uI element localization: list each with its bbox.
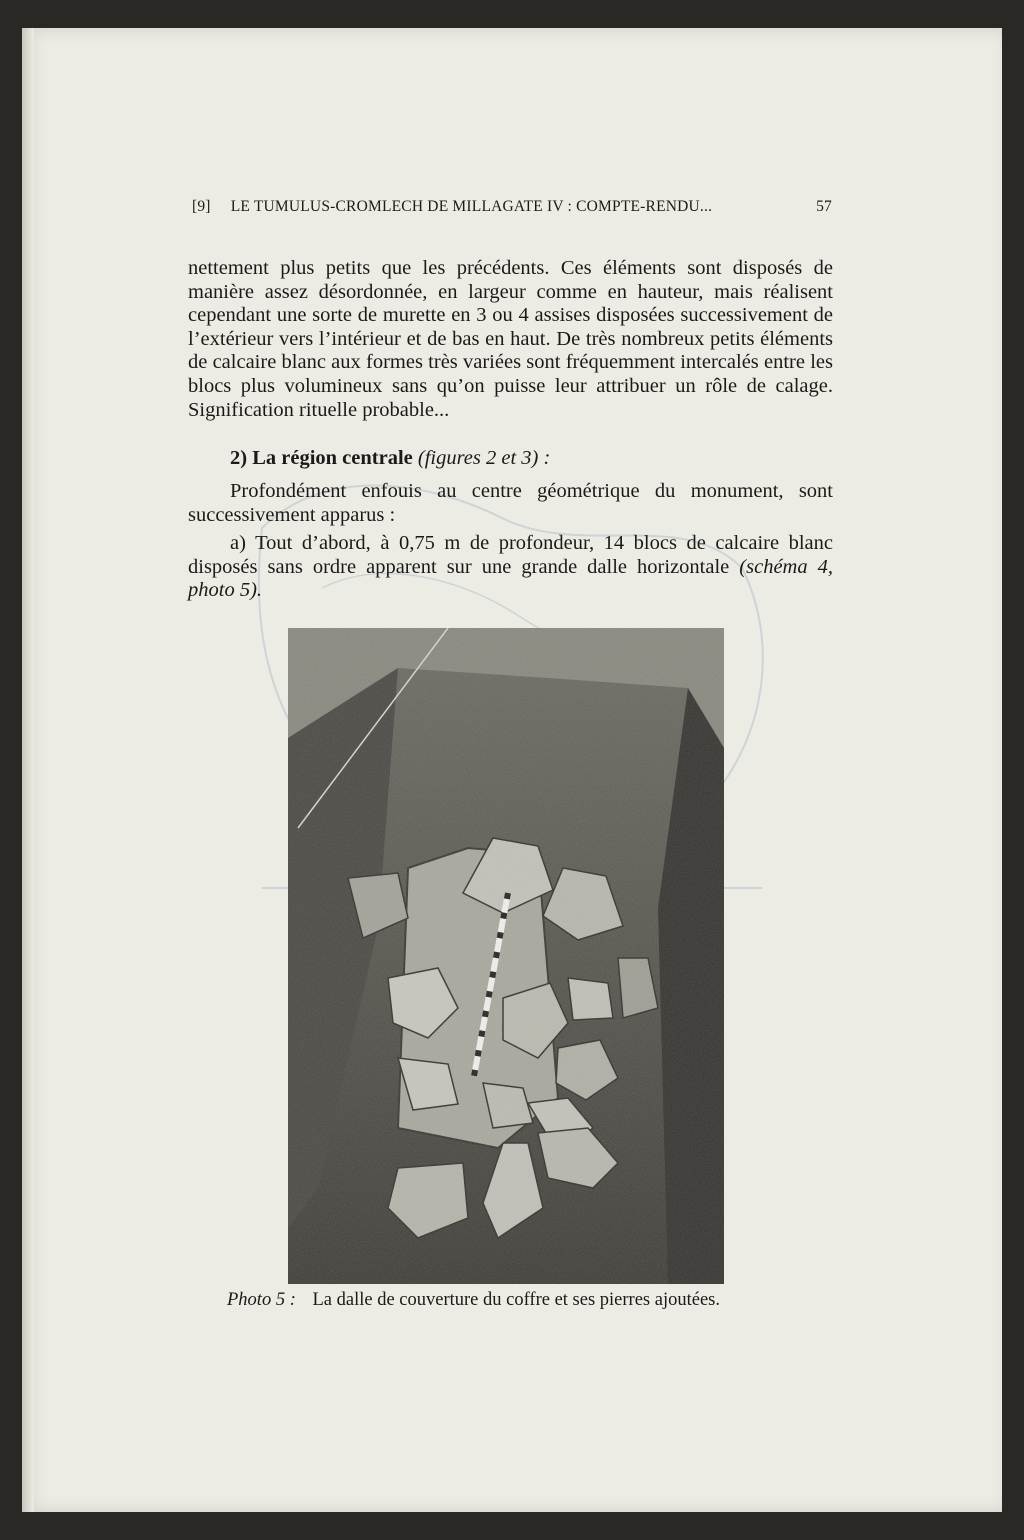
page-number: 57 [816, 198, 832, 215]
section-title: 2) La région centrale [230, 447, 413, 469]
section-heading [188, 447, 875, 471]
section-figure-ref: (figures 2 et 3) : [417, 447, 551, 469]
book-page [22, 28, 1002, 1512]
paragraph-3-text: a) Tout d’abord, à 0,75 m de profondeur, 14 blocs de calcaire blanc disposés sans ordre apparent sur une grande dalle horizontale [188, 532, 833, 578]
caption-text: La dalle de couverture du coffre et ses pierres ajoutées. [312, 1290, 720, 1310]
caption-label: Photo 5 : [227, 1290, 296, 1310]
paragraph-1: nettement plus petits que les précédents. Ces éléments sont disposés de manière assez désordonnée, en largeur comme en hauteur, mais réalisent cependant une sorte de murette en 3 ou 4 assises disposées successivement de l’extérieur vers l’intérieur et de bas en haut. De très nombreux petits éléments de calcaire blanc aux formes très variées sont fréquemment intercalés entre les blocs plus volumineux sans qu’on puisse leur attribuer un rôle de calage. Signification rituelle probable... [188, 257, 833, 421]
paragraph-3-ref: (schéma 4, photo 5). [188, 555, 834, 602]
paragraph-2: Profondément enfouis au centre géométrique du monument, sont successivement apparus : [188, 480, 833, 526]
running-header [192, 198, 832, 216]
excavation-photo [288, 628, 724, 1284]
page-gutter [22, 28, 34, 1512]
photo-caption [227, 1290, 847, 1311]
section-ref: [9] [192, 198, 211, 215]
running-title: LE TUMULUS-CROMLECH DE MILLAGATE IV : COMPTE-RENDU... [230, 198, 713, 215]
paragraph-3 [188, 532, 833, 603]
